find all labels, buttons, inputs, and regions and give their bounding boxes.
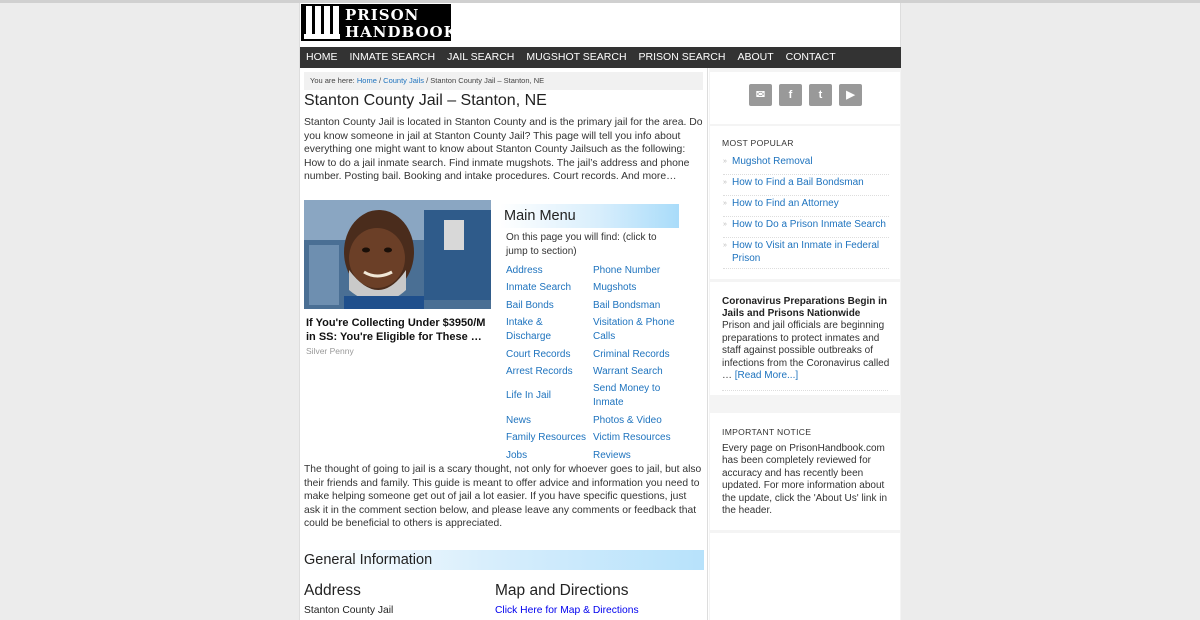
map-directions-link[interactable]: Click Here for Map & Directions (495, 605, 639, 616)
sidebar-empty-widget (710, 533, 900, 620)
site-logo[interactable] (301, 4, 458, 41)
main-menu-intro: On this page you will find: (click to jump to section) (506, 232, 657, 257)
menu-link-intake-discharge[interactable]: Intake & Discharge (506, 317, 552, 342)
breadcrumb-separator: / (378, 76, 382, 85)
logo-line-2: HANDBOOK (345, 23, 458, 41)
nav-home[interactable]: HOME (306, 51, 338, 63)
nav-mugshot-search[interactable]: MUGSHOT SEARCH (526, 51, 627, 63)
arrow-icon: » (723, 158, 727, 165)
menu-link-family-resources[interactable]: Family Resources (506, 432, 587, 443)
popular-link[interactable] (723, 197, 889, 217)
menu-link-victim-resources[interactable]: Victim Resources (593, 432, 671, 443)
email-icon[interactable]: ✉ (749, 84, 772, 106)
twitter-icon[interactable]: t (809, 84, 832, 106)
address-line: Stanton County Jail (304, 605, 394, 616)
menu-link-bail-bondsman[interactable]: Bail Bondsman (593, 300, 661, 311)
menu-link-court-records[interactable]: Court Records (506, 349, 571, 360)
most-popular-title: MOST POPULAR (722, 138, 794, 148)
important-notice-title: IMPORTANT NOTICE (722, 427, 812, 437)
menu-link-jobs[interactable]: Jobs (506, 450, 528, 461)
menu-link-life-in-jail[interactable]: Life In Jail (506, 390, 552, 401)
popular-link[interactable] (723, 218, 889, 238)
important-notice-widget (710, 413, 900, 530)
important-notice-body: Every page on PrisonHandbook.com has been completely reviewed for accuracy and has recently been updated. For more information about the update, click the 'About Us' link in the header. (722, 443, 888, 517)
nav-prison-search[interactable]: PRISON SEARCH (638, 51, 726, 63)
ad-source: Silver Penny (306, 346, 354, 356)
ad-image[interactable] (304, 200, 491, 309)
read-more-link[interactable]: [Read More...] (734, 370, 799, 382)
divider (722, 390, 888, 391)
arrow-icon: » (723, 179, 727, 186)
breadcrumb-separator: / (426, 76, 429, 85)
news-widget (710, 282, 900, 395)
popular-link-label: Mugshot Removal (732, 156, 813, 167)
most-popular-widget (710, 126, 900, 279)
menu-link-warrant-search[interactable]: Warrant Search (593, 366, 663, 377)
menu-link-reviews[interactable]: Reviews (593, 450, 631, 461)
popular-link[interactable] (723, 155, 889, 175)
social-links (710, 72, 900, 124)
address-heading: Address (304, 582, 361, 599)
facebook-icon[interactable]: f (779, 84, 802, 106)
menu-link-send-money[interactable]: Send Money to Inmate (593, 383, 661, 408)
menu-link-news[interactable]: News (506, 415, 532, 426)
arrow-icon: » (723, 200, 727, 207)
main-menu-heading: Main Menu (500, 204, 679, 228)
popular-link-label: How to Visit an Inmate in Federal Prison (732, 240, 880, 264)
popular-link-label: How to Do a Prison Inmate Search (732, 219, 886, 230)
nav-about[interactable]: ABOUT (737, 51, 774, 63)
map-heading: Map and Directions (495, 582, 629, 599)
sidebar (709, 68, 901, 620)
menu-link-address[interactable]: Address (506, 265, 543, 276)
page-title: Stanton County Jail – Stanton, NE (304, 92, 547, 109)
page-wrapper (299, 3, 901, 620)
arrow-icon: » (723, 242, 727, 249)
breadcrumb-current: Stanton County Jail – Stanton, NE (430, 76, 545, 85)
menu-link-arrest-records[interactable]: Arrest Records (506, 366, 573, 377)
breadcrumb (304, 72, 703, 90)
menu-link-criminal-records[interactable]: Criminal Records (593, 349, 670, 360)
general-information-heading: General Information (304, 550, 704, 570)
main-content (300, 68, 708, 620)
menu-link-mugshots[interactable]: Mugshots (593, 282, 637, 293)
news-excerpt: Prison and jail officials are beginning preparations to protect inmates and staff against possible outbreaks of infections from the Coronavirus called … (722, 320, 890, 382)
logo-line-1: PRISON (345, 6, 420, 24)
intro-paragraph: Stanton County Jail is located in Stanton County and is the primary jail for the area. Do you know someone in jail at Stanton County Jail? This page will tell you info about everything one might want to know about Stanton County Jailsuch as the following: How to do a jail inmate search. Find inmate mugshots. The jail’s address and phone number. Posting bail. Booking and intake procedures. Court records. And more… (304, 117, 703, 183)
arrow-icon: » (723, 221, 727, 228)
news-body (722, 320, 892, 383)
nav-jail-search[interactable]: JAIL SEARCH (447, 51, 515, 63)
menu-link-photos-video[interactable]: Photos & Video (593, 415, 662, 426)
nav-contact[interactable]: CONTACT (785, 51, 836, 63)
main-navigation (300, 47, 901, 68)
youtube-icon[interactable]: ▶ (839, 84, 862, 106)
breadcrumb-prefix: You are here: (310, 76, 355, 85)
popular-link[interactable] (723, 239, 889, 269)
ad-headline[interactable]: If You're Collecting Under $3950/M in SS: You're Eligible for These … (306, 317, 486, 343)
prison-bars-icon (304, 6, 340, 39)
popular-link-label: How to Find a Bail Bondsman (732, 177, 864, 188)
popular-link-label: How to Find an Attorney (732, 198, 839, 209)
breadcrumb-home[interactable]: Home (356, 76, 377, 85)
guide-paragraph: The thought of going to jail is a scary thought, not only for whoever goes to jail, but also their friends and family. This guide is meant to offer advice and information you need to make helping someone get out of jail a lot easier. If you have specific questions, just ask it in the comment section below, and please leave any comments or feedback that could be beneficial to others is appreciated. (304, 464, 702, 530)
news-title[interactable]: Coronavirus Preparations Begin in Jails and Prisons Nationwide (722, 296, 888, 319)
menu-link-bail-bonds[interactable]: Bail Bonds (506, 300, 554, 311)
popular-link[interactable] (723, 176, 889, 196)
menu-link-visitation-phone-calls[interactable]: Visitation & Phone Calls (593, 317, 675, 342)
nav-inmate-search[interactable]: INMATE SEARCH (349, 51, 436, 63)
menu-link-phone-number[interactable]: Phone Number (593, 265, 661, 276)
menu-link-inmate-search[interactable]: Inmate Search (506, 282, 572, 293)
breadcrumb-county-jails[interactable]: County Jails (383, 76, 425, 85)
